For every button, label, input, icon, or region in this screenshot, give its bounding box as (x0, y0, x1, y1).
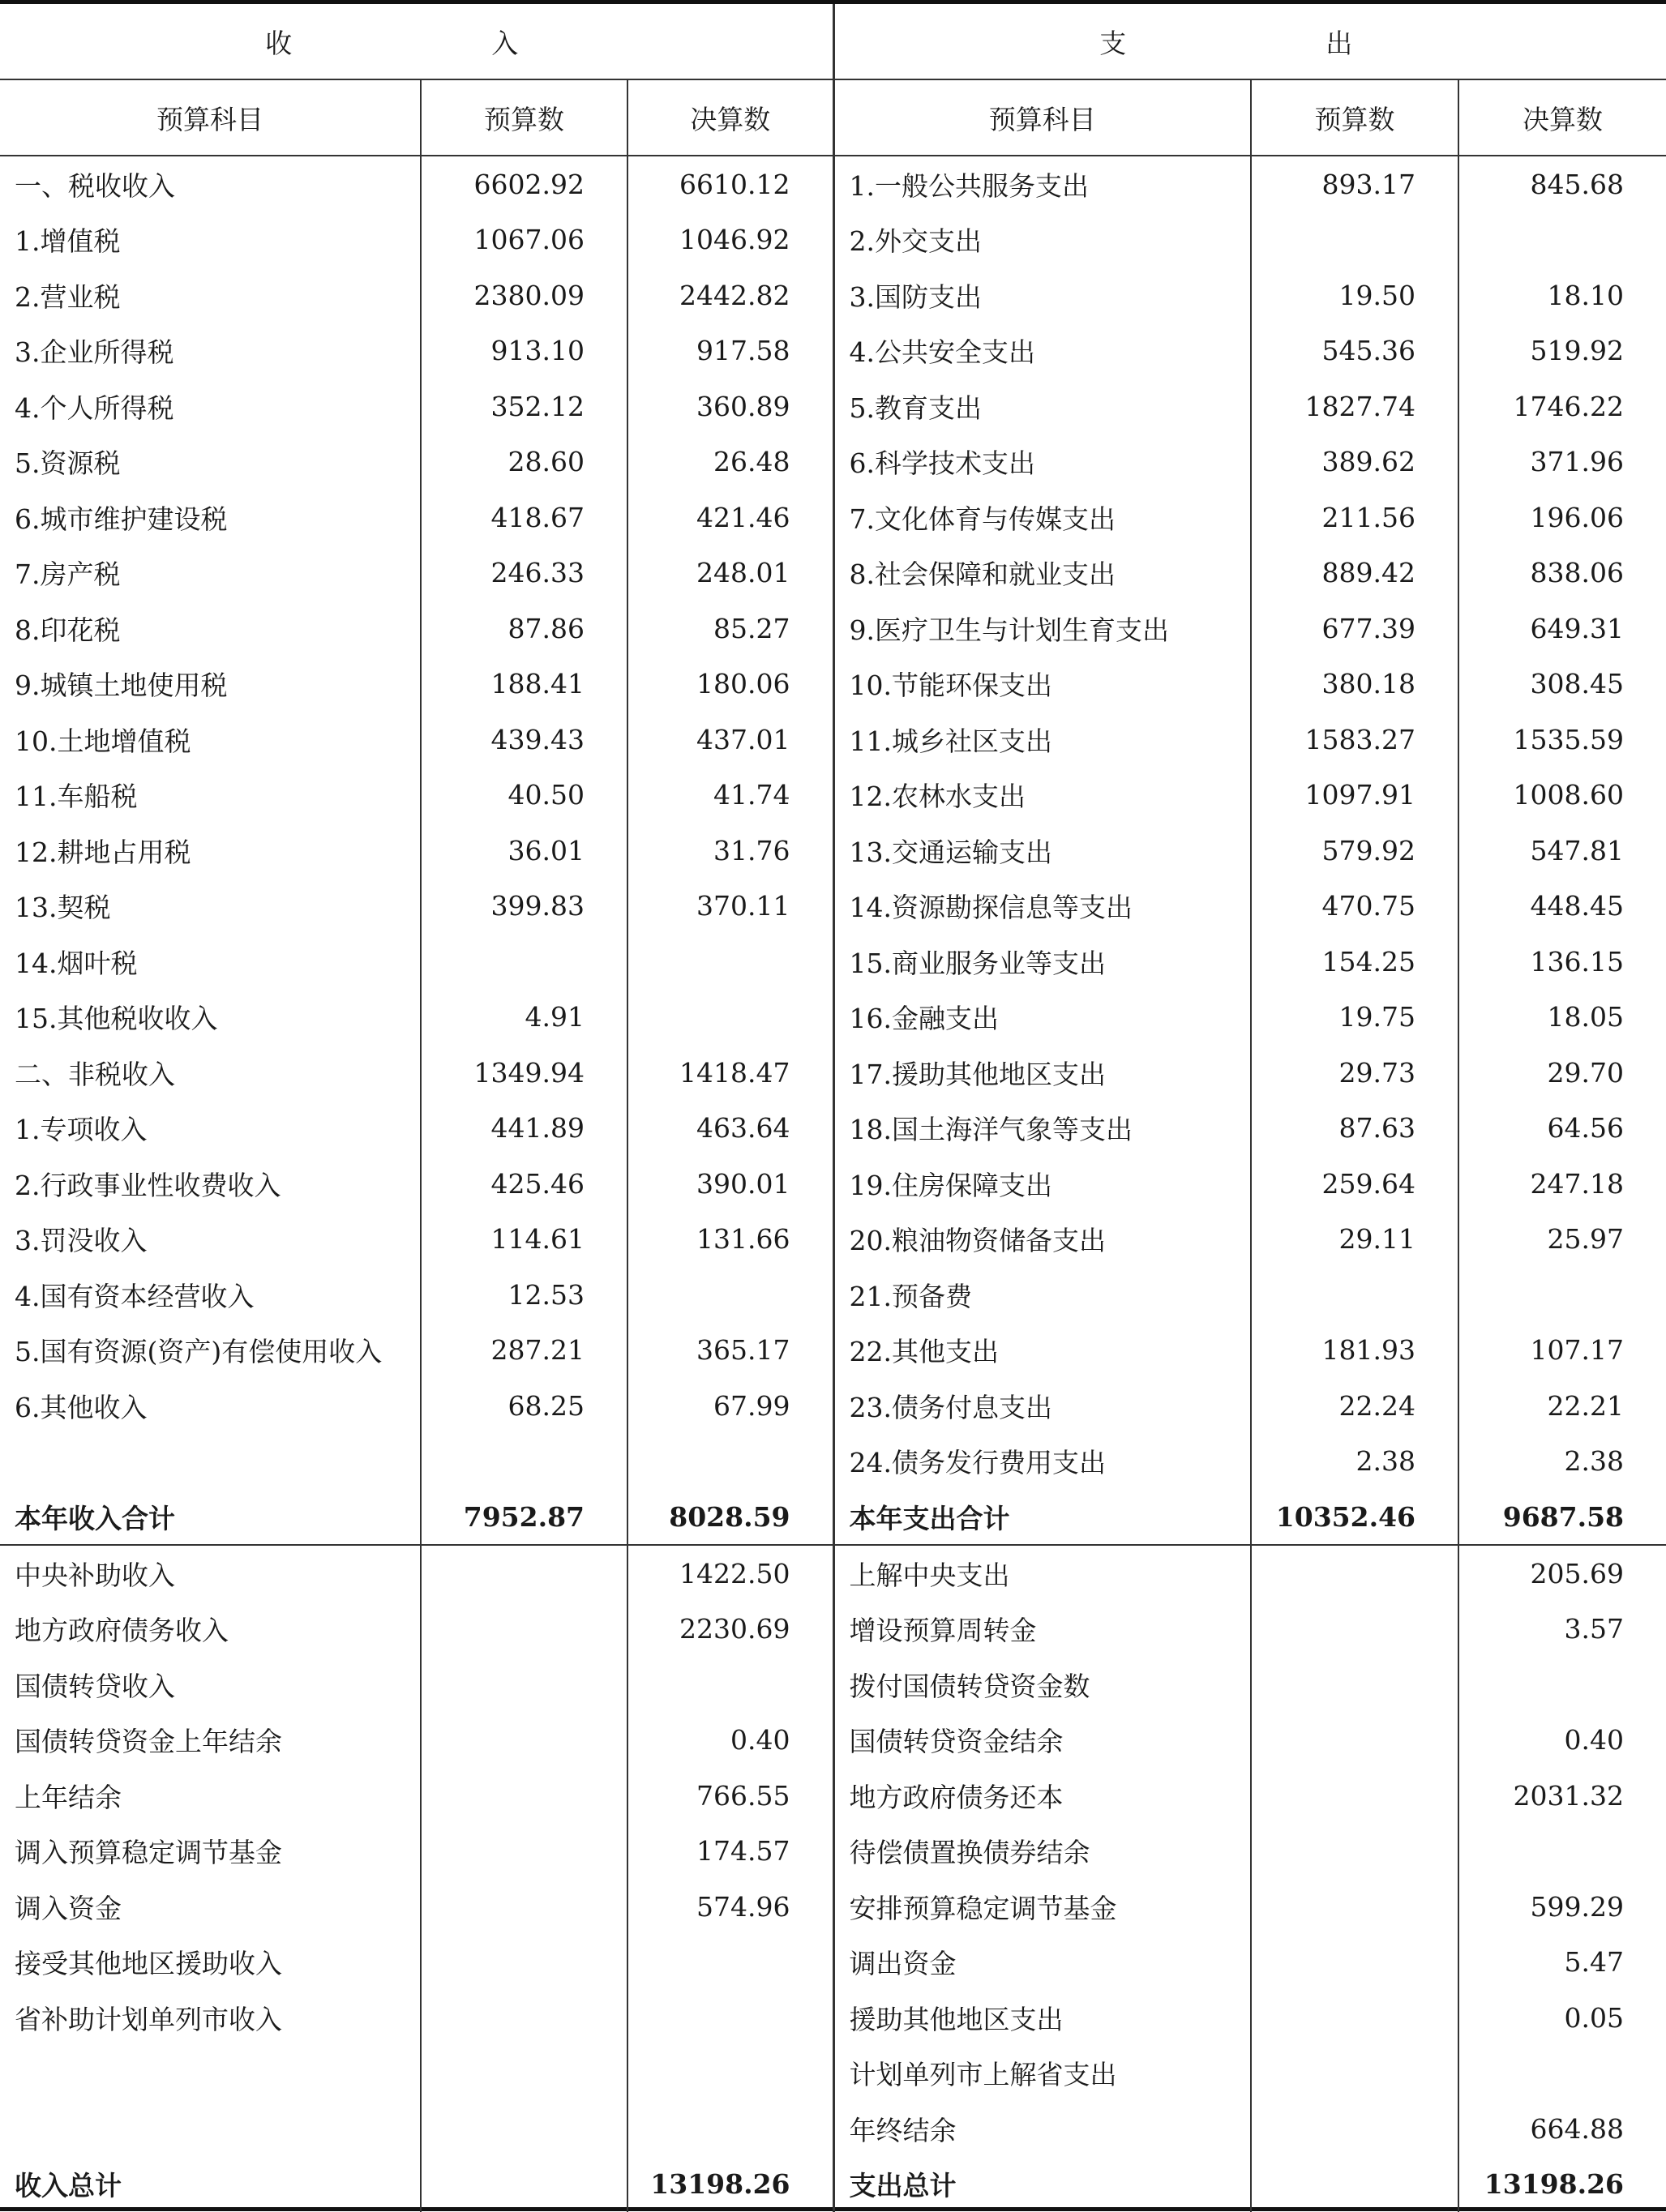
income-final-cell (627, 990, 833, 1046)
income-subject-cell: 一、税收收入 (15, 169, 175, 202)
table-row (0, 768, 1666, 824)
income-budget-cell: 68.25 (421, 1378, 627, 1434)
income-final-cell: 13198.26 (627, 2157, 833, 2212)
table-row (0, 879, 1666, 935)
expense-budget-cell (1251, 1768, 1458, 1824)
header-row-sections (0, 4, 1666, 79)
table-row (0, 934, 1666, 990)
expense-subject-cell: 12.农林水支出 (833, 768, 1251, 824)
income-subject-cell: 5.国有资源(资产)有偿使用收入 (15, 1336, 383, 1368)
expense-budget-cell (1251, 2101, 1458, 2157)
income-budget-cell (421, 1657, 627, 1713)
expense-final-header: 决算数 (1458, 79, 1666, 156)
income-budget-cell: 1067.06 (421, 212, 627, 268)
income-final-header: 决算数 (627, 79, 833, 156)
income-subject-cell: 3.罚没收入 (15, 1225, 148, 1257)
table-row (0, 1378, 1666, 1434)
income-final-cell (627, 2046, 833, 2102)
income-budget-cell: 441.89 (421, 1101, 627, 1157)
income-final-cell: 180.06 (627, 657, 833, 712)
income-subject-cell: 15.其他税收收入 (15, 1003, 218, 1035)
income-budget-cell: 352.12 (421, 379, 627, 434)
expense-subject-cell: 20.粮油物资储备支出 (833, 1212, 1251, 1268)
table-row (0, 1101, 1666, 1157)
income-budget-cell: 36.01 (421, 823, 627, 879)
expense-final-cell: 2031.32 (1458, 1768, 1666, 1824)
income-final-cell: 370.11 (627, 879, 833, 935)
income-final-cell: 360.89 (627, 379, 833, 434)
income-subject-cell: 中央补助收入 (15, 1559, 175, 1591)
expense-budget-cell: 1827.74 (1251, 379, 1458, 434)
expense-subject-cell: 5.教育支出 (833, 379, 1251, 434)
table-row (0, 2046, 1666, 2102)
expense-final-cell: 0.05 (1458, 1990, 1666, 2046)
table-row (0, 1489, 1666, 1545)
income-final-cell: 766.55 (627, 1768, 833, 1824)
income-subject-cell: 7.房产税 (15, 558, 121, 591)
expense-budget-cell: 889.42 (1251, 546, 1458, 601)
income-budget-cell: 1349.94 (421, 1045, 627, 1101)
table-row (0, 1713, 1666, 1769)
table-row (0, 1990, 1666, 2046)
income-subject-cell: 二、非税收入 (15, 1058, 175, 1090)
income-budget-cell: 913.10 (421, 323, 627, 379)
table-row (0, 212, 1666, 268)
income-final-cell: 6610.12 (627, 156, 833, 212)
income-final-cell: 31.76 (627, 823, 833, 879)
income-budget-cell (421, 2046, 627, 2102)
income-final-cell: 8028.59 (627, 1489, 833, 1545)
income-budget-cell (421, 934, 627, 990)
expense-subject-cell: 支出总计 (833, 2157, 1251, 2212)
table-row (0, 156, 1666, 212)
table-row (0, 990, 1666, 1046)
income-final-cell (627, 1267, 833, 1323)
table-row (0, 1045, 1666, 1101)
expense-subject-cell: 援助其他地区支出 (833, 1990, 1251, 2046)
income-final-cell: 421.46 (627, 490, 833, 546)
income-final-cell: 248.01 (627, 546, 833, 601)
income-subject-cell: 5.资源税 (15, 447, 121, 480)
income-subject-header: 预算科目 (0, 79, 421, 156)
expense-budget-cell: 19.75 (1251, 990, 1458, 1046)
income-final-cell (627, 1434, 833, 1490)
income-subject-cell: 6.城市维护建设税 (15, 503, 228, 535)
expense-budget-cell: 380.18 (1251, 657, 1458, 712)
income-final-cell (627, 934, 833, 990)
income-budget-cell (421, 2157, 627, 2212)
expense-final-cell: 18.05 (1458, 990, 1666, 1046)
expense-final-cell: 1746.22 (1458, 379, 1666, 434)
expense-final-cell: 371.96 (1458, 434, 1666, 490)
expense-final-cell: 845.68 (1458, 156, 1666, 212)
expense-subject-cell: 计划单列市上解省支出 (833, 2046, 1251, 2102)
expense-subject-cell: 10.节能环保支出 (833, 657, 1251, 712)
expense-subject-cell: 增设预算周转金 (833, 1602, 1251, 1658)
expense-subject-cell: 18.国土海洋气象等支出 (833, 1101, 1251, 1157)
expense-subject-header: 预算科目 (833, 79, 1251, 156)
expense-subject-cell: 24.债务发行费用支出 (833, 1434, 1251, 1490)
expense-budget-cell: 29.11 (1251, 1212, 1458, 1268)
income-final-cell: 2442.82 (627, 267, 833, 323)
income-final-cell: 41.74 (627, 768, 833, 824)
expense-final-cell (1458, 212, 1666, 268)
table-row (0, 379, 1666, 434)
expense-budget-cell: 181.93 (1251, 1323, 1458, 1379)
income-final-cell: 2230.69 (627, 1602, 833, 1658)
table-row (0, 1768, 1666, 1824)
income-final-cell: 1046.92 (627, 212, 833, 268)
table-row (0, 712, 1666, 768)
expense-final-cell: 247.18 (1458, 1156, 1666, 1212)
income-subject-cell: 调入资金 (15, 1892, 122, 1924)
table-row (0, 1434, 1666, 1490)
expense-final-cell: 107.17 (1458, 1323, 1666, 1379)
expense-budget-cell: 10352.46 (1251, 1489, 1458, 1545)
income-budget-cell (421, 2101, 627, 2157)
expense-subject-cell: 15.商业服务业等支出 (833, 934, 1251, 990)
expense-budget-cell: 211.56 (1251, 490, 1458, 546)
income-subject-cell (0, 2046, 421, 2102)
table-row (0, 1545, 1666, 1602)
expense-subject-cell: 2.外交支出 (833, 212, 1251, 268)
table-row (0, 2101, 1666, 2157)
expense-subject-cell: 年终结余 (833, 2101, 1251, 2157)
expense-budget-cell (1251, 2046, 1458, 2102)
expense-subject-cell: 3.国防支出 (833, 267, 1251, 323)
income-budget-cell (421, 1768, 627, 1824)
income-final-cell: 1418.47 (627, 1045, 833, 1101)
income-budget-cell: 439.43 (421, 712, 627, 768)
expense-subject-cell: 拨付国债转贷资金数 (833, 1657, 1251, 1713)
expense-subject-cell: 13.交通运输支出 (833, 823, 1251, 879)
expense-subject-cell: 上解中央支出 (833, 1545, 1251, 1602)
header-row-columns (0, 79, 1666, 156)
expense-final-cell: 1535.59 (1458, 712, 1666, 768)
expense-subject-cell: 21.预备费 (833, 1267, 1251, 1323)
income-budget-cell: 246.33 (421, 546, 627, 601)
table-row (0, 1657, 1666, 1713)
table-row (0, 490, 1666, 546)
income-budget-cell (421, 1990, 627, 2046)
income-subject-cell: 国债转贷收入 (15, 1670, 175, 1702)
expense-budget-cell (1251, 1713, 1458, 1769)
table-row (0, 1879, 1666, 1935)
extra-rows (0, 1545, 1666, 2212)
expense-final-cell: 196.06 (1458, 490, 1666, 546)
income-final-cell: 365.17 (627, 1323, 833, 1379)
income-subject-cell: 上年结余 (15, 1781, 122, 1813)
income-subject-cell (0, 2101, 421, 2157)
income-final-cell: 0.40 (627, 1713, 833, 1769)
income-final-cell (627, 2101, 833, 2157)
expense-subject-cell: 待偿债置换债券结余 (833, 1824, 1251, 1880)
expense-budget-cell: 2.38 (1251, 1434, 1458, 1490)
income-budget-cell: 12.53 (421, 1267, 627, 1323)
expense-final-cell (1458, 1267, 1666, 1323)
income-subject-cell: 6.其他收入 (15, 1391, 148, 1423)
expense-final-cell: 9687.58 (1458, 1489, 1666, 1545)
expense-final-cell: 519.92 (1458, 323, 1666, 379)
income-subject-cell: 调入预算稳定调节基金 (15, 1837, 282, 1869)
expense-budget-cell: 259.64 (1251, 1156, 1458, 1212)
table-row (0, 1323, 1666, 1379)
table-row (0, 267, 1666, 323)
income-final-cell (627, 1657, 833, 1713)
expense-subject-cell: 7.文化体育与传媒支出 (833, 490, 1251, 546)
income-final-cell: 574.96 (627, 1879, 833, 1935)
expense-subject-cell: 14.资源勘探信息等支出 (833, 879, 1251, 935)
income-budget-cell (421, 1434, 627, 1490)
income-final-cell: 917.58 (627, 323, 833, 379)
income-budget-header: 预算数 (421, 79, 627, 156)
income-subject-cell: 本年收入合计 (0, 1489, 421, 1545)
expense-budget-cell (1251, 1657, 1458, 1713)
expense-final-cell: 13198.26 (1458, 2157, 1666, 2212)
expense-budget-cell: 389.62 (1251, 434, 1458, 490)
table-row (0, 1212, 1666, 1268)
expense-subject-cell: 国债转贷资金结余 (833, 1713, 1251, 1769)
expense-budget-cell (1251, 1879, 1458, 1935)
table-row (0, 434, 1666, 490)
income-subject-cell: 接受其他地区援助收入 (15, 1948, 282, 1980)
expense-subject-cell: 22.其他支出 (833, 1323, 1251, 1379)
budget-table (0, 4, 1666, 2212)
expense-budget-cell: 87.63 (1251, 1101, 1458, 1157)
expense-final-cell (1458, 1824, 1666, 1880)
table-row (0, 1935, 1666, 1991)
expense-final-cell: 649.31 (1458, 601, 1666, 657)
income-subject-cell: 收入总计 (15, 2170, 122, 2201)
income-subject-cell: 9.城镇土地使用税 (15, 670, 228, 702)
table-row (0, 323, 1666, 379)
income-budget-cell (421, 1824, 627, 1880)
income-final-cell: 1422.50 (627, 1545, 833, 1602)
income-budget-cell: 6602.92 (421, 156, 627, 212)
income-budget-cell: 418.67 (421, 490, 627, 546)
income-final-cell: 85.27 (627, 601, 833, 657)
expense-final-cell: 0.40 (1458, 1713, 1666, 1769)
income-subject-cell: 1.专项收入 (15, 1114, 148, 1146)
income-budget-cell: 7952.87 (421, 1489, 627, 1545)
income-final-cell: 26.48 (627, 434, 833, 490)
income-budget-cell: 28.60 (421, 434, 627, 490)
expense-budget-cell (1251, 1267, 1458, 1323)
expense-budget-cell (1251, 212, 1458, 268)
income-final-cell: 463.64 (627, 1101, 833, 1157)
expense-subject-cell: 本年支出合计 (833, 1489, 1251, 1545)
income-final-cell: 131.66 (627, 1212, 833, 1268)
income-budget-cell: 114.61 (421, 1212, 627, 1268)
expense-budget-cell (1251, 1602, 1458, 1658)
expense-subject-cell: 调出资金 (833, 1935, 1251, 1991)
table-row (0, 2157, 1666, 2212)
income-budget-cell (421, 1935, 627, 1991)
income-budget-cell: 287.21 (421, 1323, 627, 1379)
expense-budget-cell (1251, 1990, 1458, 2046)
income-subject-cell: 2.行政事业性收费收入 (15, 1169, 281, 1201)
income-subject-cell: 3.企业所得税 (15, 336, 174, 369)
expense-final-cell: 25.97 (1458, 1212, 1666, 1268)
expense-subject-cell: 16.金融支出 (833, 990, 1251, 1046)
table-row (0, 1824, 1666, 1880)
income-budget-cell: 2380.09 (421, 267, 627, 323)
expense-budget-cell: 29.73 (1251, 1045, 1458, 1101)
expense-final-cell: 18.10 (1458, 267, 1666, 323)
expense-budget-cell (1251, 1824, 1458, 1880)
income-budget-cell: 87.86 (421, 601, 627, 657)
income-budget-cell (421, 1713, 627, 1769)
expense-section-header: 支 出 (833, 4, 1666, 79)
expense-final-cell: 838.06 (1458, 546, 1666, 601)
expense-final-cell (1458, 1657, 1666, 1713)
income-budget-cell: 399.83 (421, 879, 627, 935)
expense-final-cell: 205.69 (1458, 1545, 1666, 1602)
income-subject-cell: 省补助计划单列市收入 (15, 2003, 282, 2035)
expense-subject-cell: 11.城乡社区支出 (833, 712, 1251, 768)
expense-final-cell: 136.15 (1458, 934, 1666, 990)
income-final-cell (627, 1935, 833, 1991)
income-budget-cell: 4.91 (421, 990, 627, 1046)
expense-subject-cell: 17.援助其他地区支出 (833, 1045, 1251, 1101)
expense-budget-cell (1251, 2157, 1458, 2212)
income-final-cell: 390.01 (627, 1156, 833, 1212)
income-budget-cell (421, 1602, 627, 1658)
expense-subject-cell: 19.住房保障支出 (833, 1156, 1251, 1212)
income-subject-cell (0, 1434, 421, 1490)
expense-final-cell: 664.88 (1458, 2101, 1666, 2157)
income-subject-cell: 4.国有资本经营收入 (15, 1280, 255, 1312)
expense-budget-cell (1251, 1545, 1458, 1602)
income-final-cell: 437.01 (627, 712, 833, 768)
main-rows (0, 156, 1666, 1545)
expense-budget-cell: 545.36 (1251, 323, 1458, 379)
expense-subject-cell: 1.一般公共服务支出 (833, 156, 1251, 212)
expense-final-cell: 448.45 (1458, 879, 1666, 935)
income-subject-cell: 8.印花税 (15, 614, 121, 646)
table-row (0, 657, 1666, 712)
income-budget-cell (421, 1545, 627, 1602)
income-subject-cell: 国债转贷资金上年结余 (15, 1726, 282, 1758)
expense-budget-cell: 470.75 (1251, 879, 1458, 935)
expense-budget-cell: 154.25 (1251, 934, 1458, 990)
income-final-cell (627, 1990, 833, 2046)
income-subject-cell: 12.耕地占用税 (15, 836, 191, 868)
income-budget-cell: 40.50 (421, 768, 627, 824)
expense-final-cell: 599.29 (1458, 1879, 1666, 1935)
table-row (0, 546, 1666, 601)
expense-subject-cell: 23.债务付息支出 (833, 1378, 1251, 1434)
expense-budget-cell: 1583.27 (1251, 712, 1458, 768)
expense-final-cell (1458, 2046, 1666, 2102)
expense-subject-cell: 安排预算稳定调节基金 (833, 1879, 1251, 1935)
income-budget-cell: 188.41 (421, 657, 627, 712)
expense-subject-cell: 8.社会保障和就业支出 (833, 546, 1251, 601)
income-budget-cell (421, 1879, 627, 1935)
expense-subject-cell: 6.科学技术支出 (833, 434, 1251, 490)
expense-subject-cell: 4.公共安全支出 (833, 323, 1251, 379)
expense-final-cell: 5.47 (1458, 1935, 1666, 1991)
income-section-header: 收 入 (0, 4, 833, 79)
income-budget-cell: 425.46 (421, 1156, 627, 1212)
expense-final-cell: 1008.60 (1458, 768, 1666, 824)
expense-budget-cell: 19.50 (1251, 267, 1458, 323)
expense-final-cell: 64.56 (1458, 1101, 1666, 1157)
expense-budget-cell: 677.39 (1251, 601, 1458, 657)
expense-final-cell: 547.81 (1458, 823, 1666, 879)
expense-budget-cell: 893.17 (1251, 156, 1458, 212)
expense-final-cell: 308.45 (1458, 657, 1666, 712)
income-subject-cell: 2.营业税 (15, 280, 121, 313)
income-subject-cell: 4.个人所得税 (15, 391, 174, 424)
expense-budget-cell: 579.92 (1251, 823, 1458, 879)
table-row (0, 1156, 1666, 1212)
income-subject-cell: 1.增值税 (15, 225, 121, 258)
expense-final-cell: 22.21 (1458, 1378, 1666, 1434)
table-row (0, 1267, 1666, 1323)
expense-budget-cell (1251, 1935, 1458, 1991)
income-subject-cell: 11.车船税 (15, 781, 138, 813)
income-final-cell: 67.99 (627, 1378, 833, 1434)
income-final-cell: 174.57 (627, 1824, 833, 1880)
expense-subject-cell: 地方政府债务还本 (833, 1768, 1251, 1824)
table-row (0, 823, 1666, 879)
expense-budget-cell: 1097.91 (1251, 768, 1458, 824)
expense-budget-header: 预算数 (1251, 79, 1458, 156)
expense-final-cell: 29.70 (1458, 1045, 1666, 1101)
table-row (0, 601, 1666, 657)
income-subject-cell: 10.土地增值税 (15, 725, 191, 757)
income-subject-cell: 13.契税 (15, 892, 111, 924)
expense-budget-cell: 22.24 (1251, 1378, 1458, 1434)
income-subject-cell: 地方政府债务收入 (15, 1615, 229, 1647)
expense-subject-cell: 9.医疗卫生与计划生育支出 (833, 601, 1251, 657)
income-subject-cell: 14.烟叶税 (15, 947, 138, 979)
table-row (0, 1602, 1666, 1658)
expense-final-cell: 3.57 (1458, 1602, 1666, 1658)
expense-final-cell: 2.38 (1458, 1434, 1666, 1490)
